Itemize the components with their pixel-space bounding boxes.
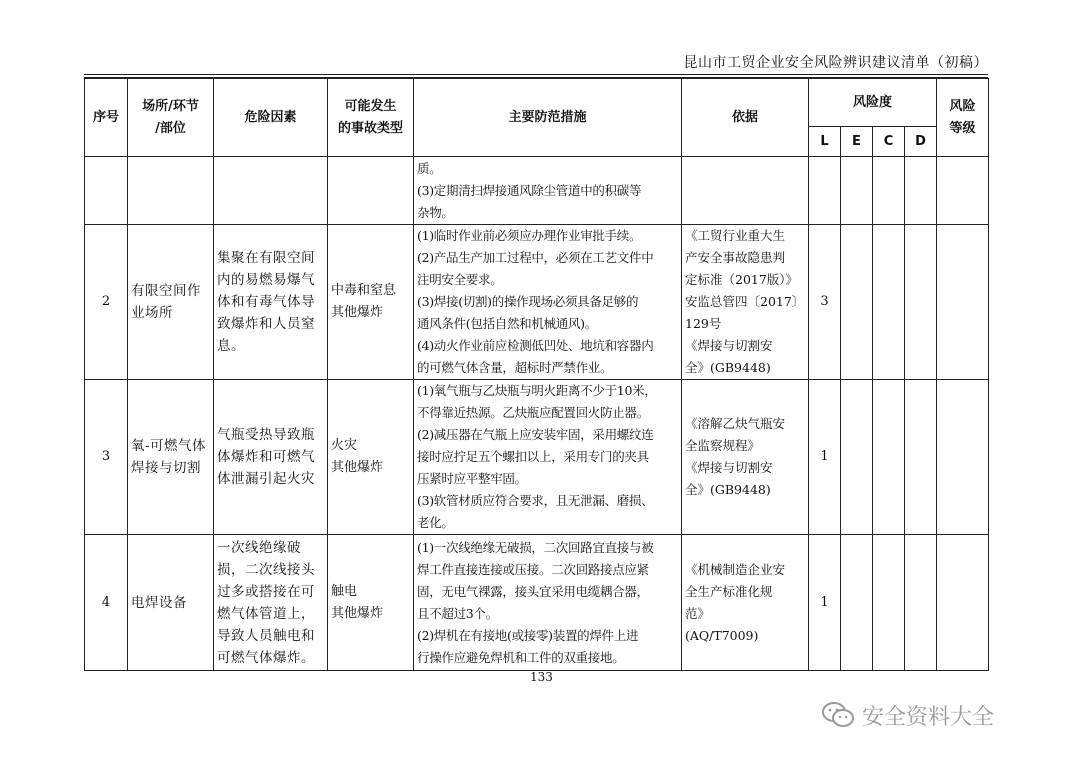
table-row: [85, 535, 989, 671]
row-risk-d: [905, 380, 937, 535]
row-place: 氧-可燃气体 焊接与切割: [128, 380, 214, 535]
header-basis: 依据: [682, 79, 809, 157]
row-risk-l: [809, 157, 841, 225]
row-risk-l: 3: [809, 225, 841, 380]
row-risk-d: [905, 225, 937, 380]
row-level: [937, 380, 989, 535]
row-level: [937, 535, 989, 671]
row-risk-c: [873, 225, 905, 380]
row-accident: 中毒和窒息 其他爆炸: [328, 225, 414, 380]
header-measures: 主要防范措施: [414, 79, 682, 157]
row-no: 2: [85, 225, 128, 380]
row-place: 有限空间作 业场所: [128, 225, 214, 380]
row-accident: 触电 其他爆炸: [328, 535, 414, 671]
row-measures: (1)氧气瓶与乙炔瓶与明火距离不少于10米， 不得靠近热源。乙炔瓶应配置回火防止器。 (2)减压器在气瓶上应安装牢固，采用螺纹连 接时应拧足五个螺扣以上，采用专门的夹具 压紧时应平整牢固。 (3)软管材质应符合要求，且无泄漏、磨损、 老化。: [414, 380, 682, 535]
row-risk-c: [873, 380, 905, 535]
table-row: [85, 157, 989, 225]
row-basis: 《机械制造企业安 全生产标准化规 范》 (AQ/T7009): [682, 535, 809, 671]
row-measures: (1)临时作业前必须应办理作业审批手续。 (2)产品生产加工过程中，必须在工艺文件中 注明安全要求。 (3)焊接(切割)的操作现场必须具备足够的 通风条件(包括自然和机械通风)。 (4)动火作业前应检测低凹处、地坑和容器内 的可燃气体含量，超标时严禁作业。: [414, 225, 682, 380]
row-no: [85, 157, 128, 225]
row-measures: (1)一次线绝缘无破损，二次回路宜直接与被 焊工件直接连接或压接。二次回路接点应紧 固，无电气裸露，接头宜采用电缆耦合器， 且不超过3个。 (2)焊机在有接地(或接零)装置的焊件上进 行操作应避免焊机和工件的双重接地。: [414, 535, 682, 671]
risk-table: [84, 78, 989, 671]
row-hazard: 一次线绝缘破 损，二次线接头 过多或搭接在可 燃气体管道上， 导致人员触电和 可燃气体爆炸。: [214, 535, 328, 671]
row-risk-d: [905, 535, 937, 671]
wechat-icon: [820, 700, 856, 730]
page-number: 133: [530, 670, 553, 684]
page-header-title: 昆山市工贸企业安全风险辨识建议清单（初稿）: [683, 55, 988, 71]
row-risk-e: [841, 380, 873, 535]
row-basis: 《溶解乙炔气瓶安 全监察规程》 《焊接与切割安 全》(GB9448): [682, 380, 809, 535]
row-level: [937, 225, 989, 380]
row-risk-l: 1: [809, 535, 841, 671]
row-no: 4: [85, 535, 128, 671]
row-accident: [328, 157, 414, 225]
row-place: [128, 157, 214, 225]
row-basis: [682, 157, 809, 225]
row-risk-e: [841, 157, 873, 225]
row-level: [937, 157, 989, 225]
header-risk-e: E: [841, 127, 873, 157]
header-risk-d: D: [905, 127, 937, 157]
row-risk-c: [873, 157, 905, 225]
row-place: 电焊设备: [128, 535, 214, 671]
row-risk-e: [841, 225, 873, 380]
table-header: [85, 79, 989, 157]
row-risk-d: [905, 157, 937, 225]
table-row: [85, 225, 989, 380]
row-risk-e: [841, 535, 873, 671]
row-accident: 火灾 其他爆炸: [328, 380, 414, 535]
watermark-text: 安全资料大全: [862, 704, 995, 730]
header-rule: [84, 74, 988, 75]
header-risk-l: L: [809, 127, 841, 157]
row-hazard: [214, 157, 328, 225]
row-no: 3: [85, 380, 128, 535]
header-no: 序号: [85, 79, 128, 157]
row-measures: 质。 (3)定期清扫焊接通风除尘管道中的积碳等 杂物。: [414, 157, 682, 225]
table-row: [85, 380, 989, 535]
header-risk-c: C: [873, 127, 905, 157]
row-hazard: 气瓶受热导致瓶 体爆炸和可燃气 体泄漏引起火灾: [214, 380, 328, 535]
row-hazard: 集聚在有限空间 内的易燃易爆气 体和有毒气体导 致爆炸和人员窒 息。: [214, 225, 328, 380]
header-level: 风险 等级: [937, 79, 989, 157]
row-risk-c: [873, 535, 905, 671]
header-hazard: 危险因素: [214, 79, 328, 157]
header-accident: 可能发生 的事故类型: [328, 79, 414, 157]
header-place: 场所/环节 /部位: [128, 79, 214, 157]
row-risk-l: 1: [809, 380, 841, 535]
row-basis: 《工贸行业重大生 产安全事故隐患判 定标准（2017版）》 安监总管四〔2017〕 129号 《焊接与切割安 全》(GB9448): [682, 225, 809, 380]
header-risk: 风险度: [809, 79, 937, 127]
watermark: [820, 697, 994, 733]
